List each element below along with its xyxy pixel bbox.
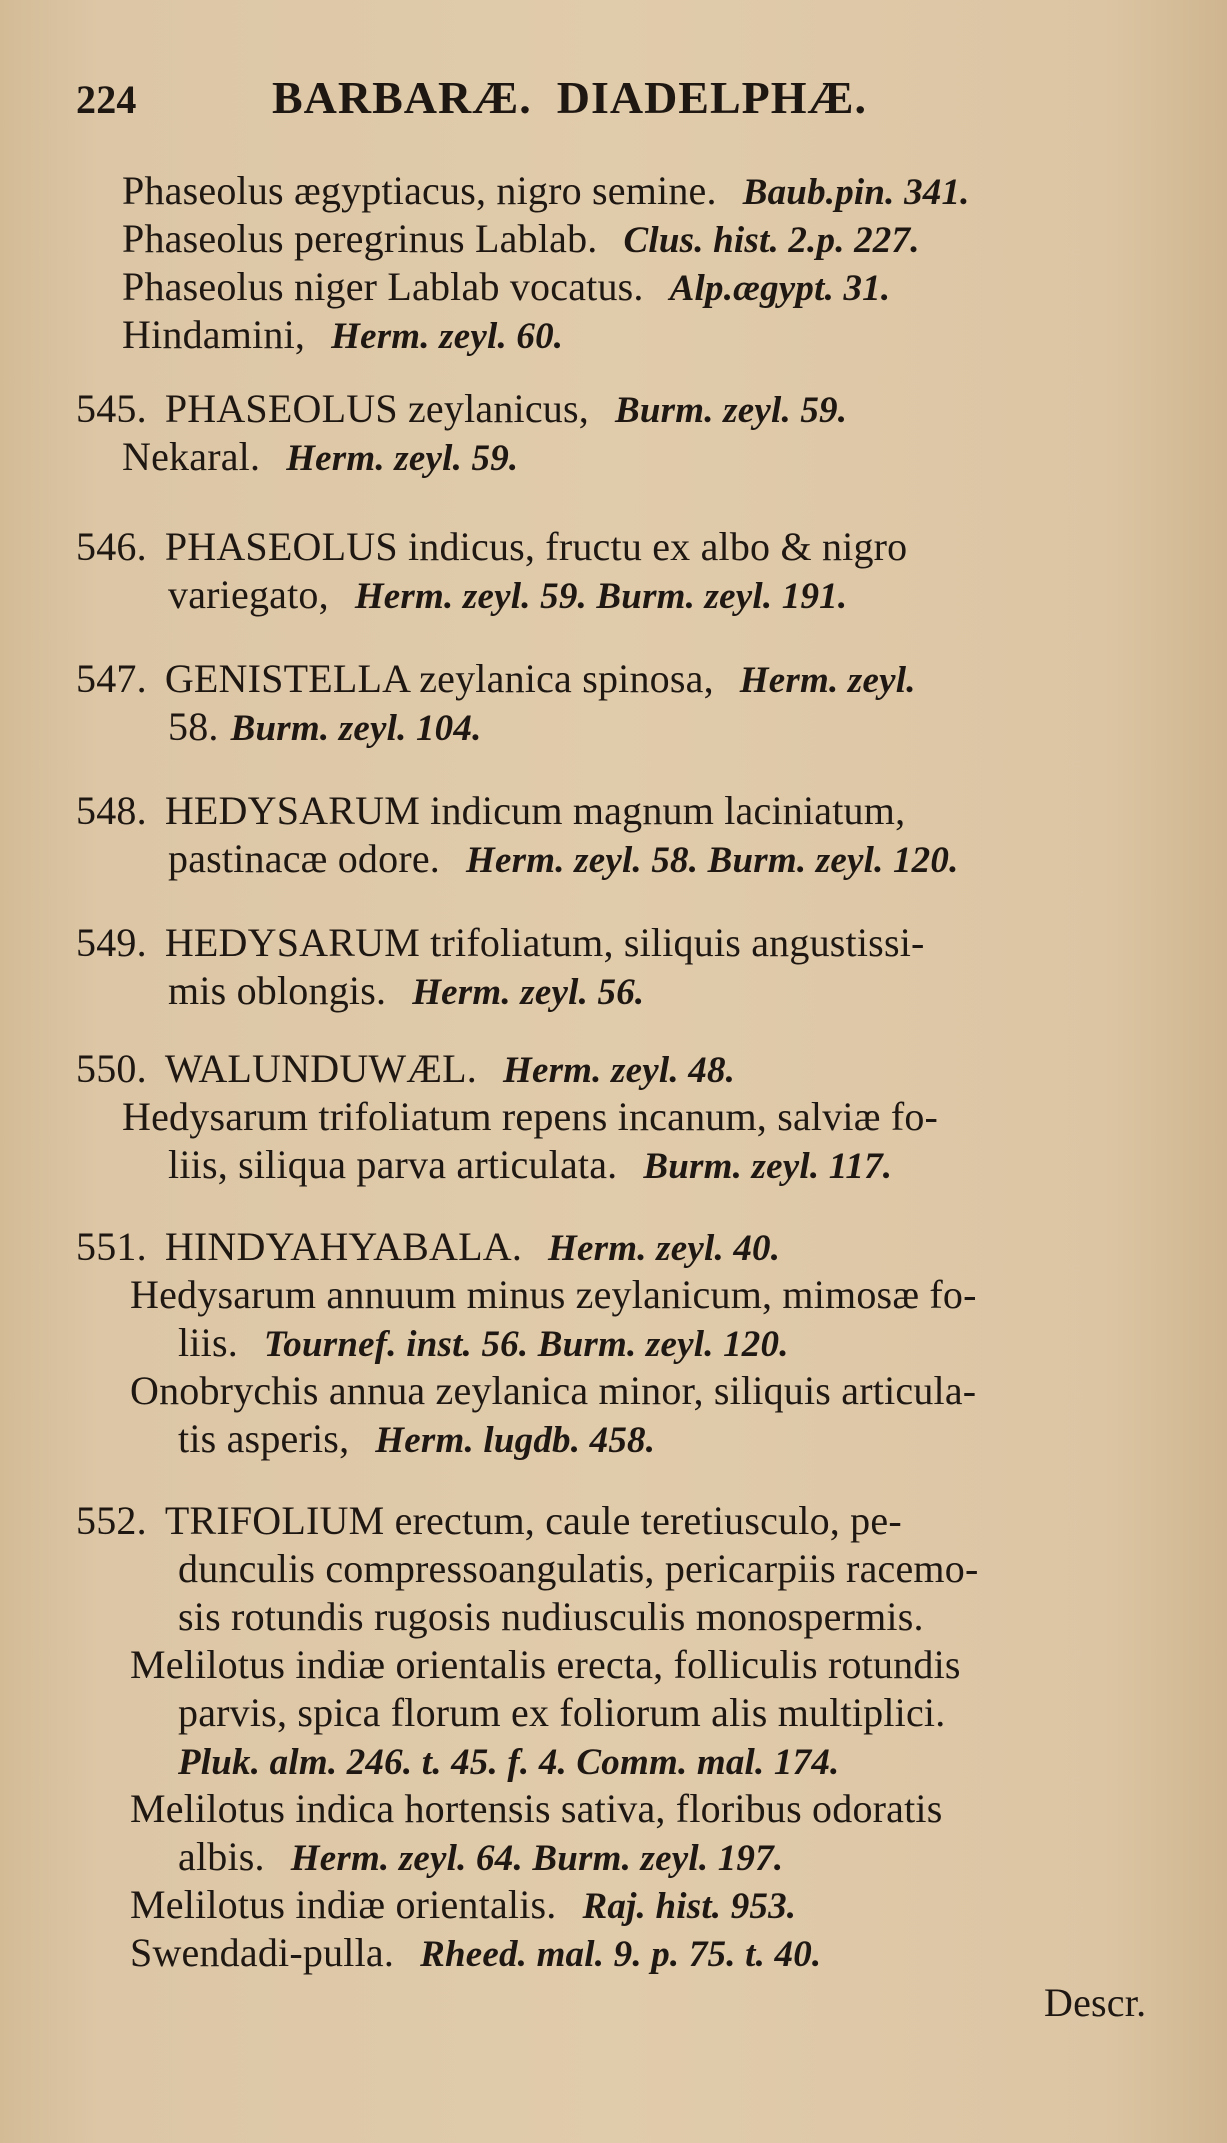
entry-number: 548. [76,788,147,833]
entry-line: pastinacæ odore. Herm. zeyl. 58. Burm. zeyl. 120. [168,836,959,881]
entry-line: 545. PHASEOLUS zeylanicus, Burm. zeyl. 59. [76,386,848,431]
entry-line: liis, siliqua parva articulata. Burm. zeyl. 117. [168,1142,893,1187]
entry-line: 548. HEDYSARUM indicum magnum laciniatum, [76,788,906,833]
catchword: Descr. [1044,1980,1147,2025]
entry-line: liis. Tournef. inst. 56. Burm. zeyl. 120. [178,1320,789,1365]
entry-line: 546. PHASEOLUS indicus, fructu ex albo & nigro [76,524,908,569]
entry-line: 547. GENISTELLA zeylanica spinosa, Herm. zeyl. [76,656,916,701]
entry-number: 552. [76,1498,147,1543]
entry-line: albis. Herm. zeyl. 64. Burm. zeyl. 197. [178,1834,784,1879]
entry-line: Melilotus indiæ orientalis erecta, folliculis rotundis [130,1642,961,1687]
entry-line: Phaseolus peregrinus Lablab. Clus. hist. 2.p. 227. [122,216,920,261]
entry-line: mis oblongis. Herm. zeyl. 56. [168,968,645,1013]
entry-line: Hindamini, Herm. zeyl. 60. [122,312,564,357]
entry-line: sis rotundis rugosis nudiusculis monospermis. [178,1594,924,1639]
entry-line: Swendadi-pulla. Rheed. mal. 9. p. 75. t. 40. [130,1930,822,1975]
entry-line: variegato, Herm. zeyl. 59. Burm. zeyl. 191. [168,572,848,617]
entry-line: tis asperis, Herm. lugdb. 458. [178,1416,656,1461]
entry-line: 550. WALUNDUWÆL. Herm. zeyl. 48. [76,1046,736,1091]
entry-line: Pluk. alm. 246. t. 45. f. 4. Comm. mal. 174. [178,1742,840,1783]
entry-number: 546. [76,524,147,569]
entry-line: Melilotus indica hortensis sativa, floribus odoratis [130,1786,943,1831]
entry-number: 545. [76,386,147,431]
entry-line: Phaseolus niger Lablab vocatus. Alp.ægypt. 31. [122,264,891,309]
entry-line: dunculis compressoangulatis, pericarpiis racemo- [178,1546,979,1591]
entry-line: 549. HEDYSARUM trifoliatum, siliquis angustissi- [76,920,925,965]
entry-line: 58. Burm. zeyl. 104. [168,704,482,749]
entry-line: 551. HINDYAHYABALA. Herm. zeyl. 40. [76,1224,781,1269]
entry-number: 551. [76,1224,147,1269]
entry-line: 552. TRIFOLIUM erectum, caule teretiusculo, pe- [76,1498,902,1543]
entry-line: Phaseolus ægyptiacus, nigro semine. Baub.pin. 341. [122,168,970,213]
entry-number: 550. [76,1046,147,1091]
entry-line: Nekaral. Herm. zeyl. 59. [122,434,519,479]
entry-line: parvis, spica florum ex foliorum alis multiplici. [178,1690,946,1735]
running-header: BARBARÆ. DIADELPHÆ. [272,72,868,123]
page-number: 224 [76,77,137,122]
entry-line: Onobrychis annua zeylanica minor, siliquis articula- [130,1368,977,1413]
entry-number: 549. [76,920,147,965]
entry-number: 547. [76,656,147,701]
entry-line: Melilotus indiæ orientalis. Raj. hist. 953. [130,1882,797,1927]
entry-line: Hedysarum annuum minus zeylanicum, mimosæ fo- [130,1272,977,1317]
entry-line: Hedysarum trifoliatum repens incanum, salviæ fo- [122,1094,939,1139]
